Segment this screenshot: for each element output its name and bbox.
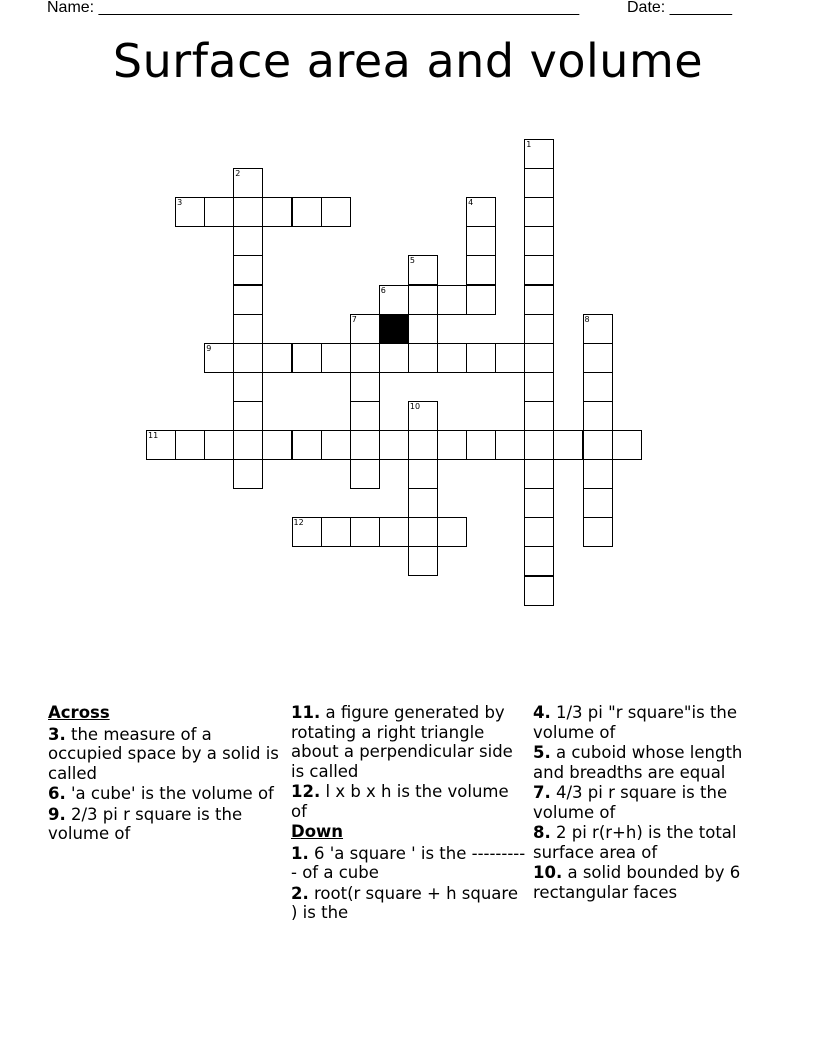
clue-number: 10. xyxy=(533,863,563,882)
clue-number: 3. xyxy=(48,724,66,744)
grid-cell[interactable] xyxy=(350,343,380,373)
grid-cell[interactable] xyxy=(524,285,554,315)
grid-cell[interactable] xyxy=(524,372,554,402)
grid-cell[interactable] xyxy=(233,226,263,256)
grid-cell[interactable] xyxy=(437,285,467,315)
grid-cell[interactable] xyxy=(350,372,380,402)
grid-cell[interactable] xyxy=(466,226,496,256)
clues-column-2 xyxy=(291,703,526,924)
grid-cell[interactable] xyxy=(408,517,438,547)
grid-cell[interactable] xyxy=(233,168,263,198)
clue-down-4 xyxy=(533,703,768,742)
clue-down-2 xyxy=(291,884,526,923)
grid-cell[interactable] xyxy=(524,314,554,344)
grid-cell[interactable] xyxy=(408,343,438,373)
grid-cell[interactable] xyxy=(321,343,351,373)
grid-cell[interactable] xyxy=(553,430,583,460)
grid-cell[interactable] xyxy=(408,314,438,344)
clue-down-5 xyxy=(533,743,768,782)
grid-cell[interactable] xyxy=(321,430,351,460)
grid-cell[interactable] xyxy=(233,343,263,373)
grid-cell[interactable] xyxy=(612,430,642,460)
grid-cell[interactable] xyxy=(583,314,613,344)
grid-cell[interactable] xyxy=(583,459,613,489)
clue-text: a figure generated by rotating a right triangle about a perpendicular side is called xyxy=(291,703,513,781)
grid-cell[interactable] xyxy=(524,430,554,460)
grid-cell[interactable] xyxy=(466,197,496,227)
grid-cell[interactable] xyxy=(524,546,554,576)
grid-cell[interactable] xyxy=(437,343,467,373)
grid-cell[interactable] xyxy=(524,459,554,489)
grid-cell[interactable] xyxy=(350,517,380,547)
clue-number: 8. xyxy=(533,823,551,842)
clue-across-9 xyxy=(48,805,283,844)
grid-cell[interactable] xyxy=(233,255,263,285)
grid-cell[interactable] xyxy=(466,343,496,373)
clue-number: 9. xyxy=(48,804,66,824)
page-title: Surface area and volume xyxy=(112,34,704,88)
grid-cell[interactable] xyxy=(524,197,554,227)
grid-cell[interactable] xyxy=(437,517,467,547)
grid-cell[interactable] xyxy=(408,255,438,285)
grid-cell[interactable] xyxy=(524,401,554,431)
cell-number: 1 xyxy=(526,140,532,149)
clue-number: 12. xyxy=(291,782,321,801)
grid-cell[interactable] xyxy=(524,343,554,373)
grid-cell[interactable] xyxy=(146,430,176,460)
grid-cell[interactable] xyxy=(233,459,263,489)
clue-number: 5. xyxy=(533,743,551,762)
grid-cell[interactable] xyxy=(495,343,525,373)
grid-cell[interactable] xyxy=(262,430,292,460)
grid-cell[interactable] xyxy=(262,197,292,227)
clue-text: 2/3 pi r square is the volume of xyxy=(48,804,243,843)
grid-cell[interactable] xyxy=(233,430,263,460)
grid-cell[interactable] xyxy=(524,517,554,547)
grid-cell[interactable] xyxy=(321,197,351,227)
clue-text: 'a cube' is the volume of xyxy=(71,784,274,803)
grid-cell[interactable] xyxy=(233,401,263,431)
grid-cell[interactable] xyxy=(408,285,438,315)
cell-number: 6 xyxy=(380,285,386,295)
across-heading: Across xyxy=(48,703,110,722)
clue-number: 7. xyxy=(533,783,551,802)
cell-number: 7 xyxy=(351,314,357,324)
cell-number: 4 xyxy=(468,198,474,208)
grid-cell[interactable] xyxy=(292,517,322,547)
clue-number: 6. xyxy=(48,784,66,803)
grid-cell[interactable] xyxy=(233,372,263,402)
grid-cell[interactable] xyxy=(583,372,613,402)
clue-number: 1. xyxy=(291,843,309,863)
clue-number: 4. xyxy=(533,703,551,722)
clue-down-8 xyxy=(533,823,768,862)
grid-cell[interactable] xyxy=(204,343,234,373)
grid-cell[interactable] xyxy=(379,285,409,315)
cell-number: 9 xyxy=(206,343,212,353)
grid-cell[interactable] xyxy=(292,343,322,373)
grid-cell[interactable] xyxy=(524,255,554,285)
clue-text: a cuboid whose length and breadths are equal xyxy=(533,743,743,782)
grid-cell[interactable] xyxy=(350,401,380,431)
grid-cell[interactable] xyxy=(583,517,613,547)
clue-across-6 xyxy=(48,784,283,804)
clue-text: a solid bounded by 6 rectangular faces xyxy=(533,863,741,902)
grid-cell[interactable] xyxy=(466,255,496,285)
grid-cell[interactable] xyxy=(408,459,438,489)
grid-cell[interactable] xyxy=(524,168,554,198)
clue-text: the measure of a occupied space by a solid is called xyxy=(48,724,279,783)
grid-cell[interactable] xyxy=(350,459,380,489)
clue-across-12 xyxy=(291,782,526,821)
grid-cell[interactable] xyxy=(262,343,292,373)
grid-cell[interactable] xyxy=(233,314,263,344)
date-field-label: Date: _______ xyxy=(627,0,732,16)
grid-cell[interactable] xyxy=(233,285,263,315)
grid-cell[interactable] xyxy=(524,576,554,606)
grid-cell[interactable] xyxy=(204,430,234,460)
cell-number: 5 xyxy=(409,256,415,266)
grid-cell[interactable] xyxy=(437,430,467,460)
name-field-label: Name: ______________________________________________________ xyxy=(47,0,580,16)
grid-cell[interactable] xyxy=(466,285,496,315)
grid-cell[interactable] xyxy=(175,430,205,460)
grid-cell[interactable] xyxy=(175,197,205,227)
clue-across-3 xyxy=(48,725,283,784)
down-heading: Down xyxy=(291,822,344,841)
grid-cell[interactable] xyxy=(583,343,613,373)
clue-text: 6 'a square ' is the ---------- of a cube xyxy=(291,843,526,882)
grid-cell[interactable] xyxy=(379,430,409,460)
clues-column-3 xyxy=(533,703,768,903)
clue-text: root(r square + h square ) is the xyxy=(291,883,518,922)
cell-number: 11 xyxy=(148,431,159,440)
grid-cell[interactable] xyxy=(524,488,554,518)
clue-text: 2 pi r(r+h) is the total surface area of xyxy=(533,823,737,862)
grid-cell[interactable] xyxy=(350,430,380,460)
grid-cell[interactable] xyxy=(524,226,554,256)
grid-cell[interactable] xyxy=(408,488,438,518)
clue-text: 4/3 pi r square is the volume of xyxy=(533,783,728,822)
grid-cell[interactable] xyxy=(495,430,525,460)
grid-cell[interactable] xyxy=(379,343,409,373)
clues-column-1 xyxy=(48,703,283,845)
clue-across-11 xyxy=(291,703,526,781)
clue-text: 1/3 pi "r square"is the volume of xyxy=(533,703,738,742)
grid-cell[interactable] xyxy=(408,430,438,460)
cell-number: 8 xyxy=(584,314,590,324)
clue-text: l x b x h is the volume of xyxy=(291,782,509,821)
cell-number: 2 xyxy=(235,169,241,179)
grid-cell[interactable] xyxy=(292,430,322,460)
grid-cell[interactable] xyxy=(408,401,438,431)
grid-cell[interactable] xyxy=(321,517,351,547)
black-cell xyxy=(379,314,409,344)
grid-cell[interactable] xyxy=(583,401,613,431)
grid-cell[interactable] xyxy=(379,517,409,547)
clue-down-1 xyxy=(291,844,526,883)
clue-number: 11. xyxy=(291,703,321,722)
grid-cell[interactable] xyxy=(204,197,234,227)
grid-cell[interactable] xyxy=(408,546,438,576)
grid-cell[interactable] xyxy=(583,488,613,518)
grid-cell[interactable] xyxy=(524,139,554,169)
clue-down-7 xyxy=(533,783,768,822)
clue-number: 2. xyxy=(291,883,309,903)
grid-cell[interactable] xyxy=(583,430,613,460)
cell-number: 3 xyxy=(177,198,183,208)
grid-cell[interactable] xyxy=(233,197,263,227)
grid-cell[interactable] xyxy=(292,197,322,227)
cell-number: 10 xyxy=(409,401,421,411)
grid-cell[interactable] xyxy=(350,314,380,344)
cell-number: 12 xyxy=(293,518,304,528)
clue-down-10 xyxy=(533,863,768,902)
grid-cell[interactable] xyxy=(466,430,496,460)
